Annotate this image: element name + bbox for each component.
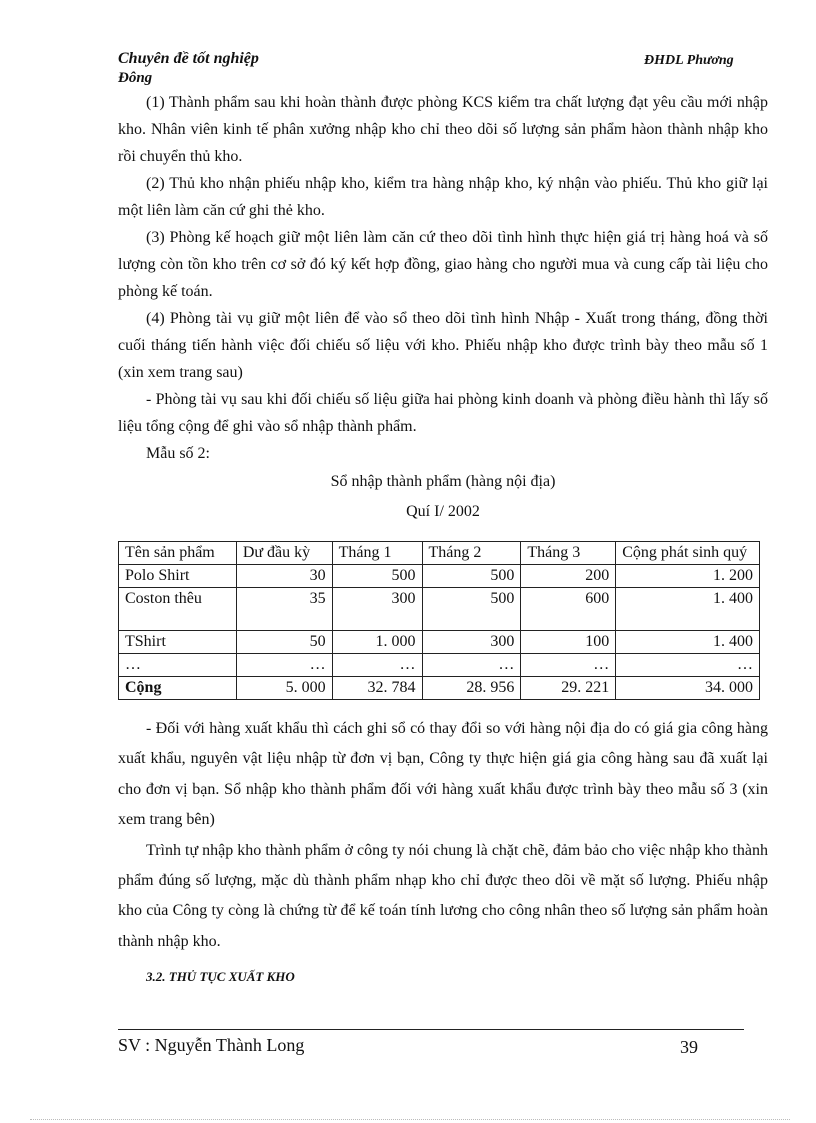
table-row — [119, 654, 760, 677]
table-header-row — [119, 542, 760, 565]
column-header: Tháng 1 — [332, 542, 422, 565]
total-cell: 32. 784 — [332, 677, 422, 700]
column-header: Tháng 2 — [422, 542, 521, 565]
paragraph: (2) Thủ kho nhận phiếu nhập kho, kiểm tra hàng nhập kho, ký nhận vào phiếu. Thủ kho giữ lại một liên làm căn cứ ghi thẻ kho. — [118, 175, 768, 219]
table-cell: 500 — [422, 565, 521, 588]
section-heading: 3.2. THỦ TỤC XUẤT KHO — [146, 969, 295, 985]
page-body — [118, 89, 768, 990]
after-table-text — [118, 714, 768, 957]
table-cell: 30 — [236, 565, 332, 588]
table-cell: … — [236, 654, 332, 677]
ledger-subtitle: Quí I/ 2002 — [406, 503, 480, 520]
table-row — [119, 588, 760, 631]
table-cell: 1. 400 — [616, 588, 760, 631]
paragraph: (4) Phòng tài vụ giữ một liên để vào sổ theo dõi tình hình Nhập - Xuất trong tháng, đồng thời cuối tháng tiến hành việc đối chiếu số liệu với kho. Phiếu nhập kho được trình bày theo mẫu số 1 (xin xem trang sau) — [118, 310, 768, 381]
table-cell: 50 — [236, 631, 332, 654]
total-label: Cộng — [119, 677, 237, 700]
total-cell: 34. 000 — [616, 677, 760, 700]
table-cell: 200 — [521, 565, 616, 588]
table-cell: TShirt — [119, 631, 237, 654]
sample-label: Mẫu số 2: — [146, 445, 210, 462]
table-cell: … — [616, 654, 760, 677]
table-cell: 500 — [332, 565, 422, 588]
page-number: 39 — [680, 1037, 698, 1057]
table-cell: 600 — [521, 588, 616, 631]
table-cell: … — [521, 654, 616, 677]
paragraph: (1) Thành phẩm sau khi hoàn thành được phòng KCS kiểm tra chất lượng đạt yêu cầu mới nhập kho. Nhân viên kinh tế phân xưởng nhập kho chỉ theo dõi số lượng sản phẩm hàon thành nhập kho rồi chuyển thủ kho. — [118, 94, 768, 165]
total-cell: 29. 221 — [521, 677, 616, 700]
table-cell: 300 — [422, 631, 521, 654]
document-header — [118, 50, 259, 87]
table-total-row — [119, 677, 760, 700]
header-title: Chuyên đề tốt nghiệp — [118, 50, 259, 67]
table-cell: Polo Shirt — [119, 565, 237, 588]
paragraph: Trình tự nhập kho thành phẩm ở công ty nói chung là chặt chẽ, đảm bảo cho việc nhập kho thành phẩm đúng số lượng, mặc dù thành phẩm nhạp kho chỉ được theo dõi về mặt số lượng. Phiếu nhập kho của Công ty còng là chứng từ để kế toán tính lương cho công nhân theo số lượng sản phẩm hoàn thành nhập kho. — [118, 841, 768, 950]
paragraph: (3) Phòng kế hoạch giữ một liên làm căn cứ theo dõi tình hình thực hiện giá trị hàng hoá và số lượng còn tồn kho trên cơ sở đó ký kết hợp đồng, giao hàng cho người mua và cung cấp tài liệu cho phòng kế toán. — [118, 229, 768, 300]
column-header: Tên sản phẩm — [119, 542, 237, 565]
table-cell: … — [332, 654, 422, 677]
table-cell: 1. 200 — [616, 565, 760, 588]
table-cell: Coston thêu — [119, 588, 237, 631]
total-cell: 5. 000 — [236, 677, 332, 700]
table-cell: 1. 400 — [616, 631, 760, 654]
column-header: Tháng 3 — [521, 542, 616, 565]
header-title-continued: Đông — [118, 70, 153, 86]
ledger-title: Sổ nhập thành phẩm (hàng nội địa) — [330, 473, 556, 490]
paragraph: - Đối với hàng xuất khẩu thì cách ghi sổ có thay đổi so với hàng nội địa do có giá gia công hàng xuất khẩu, nguyên vật liệu nhập từ đơn vị bạn, Công ty thực hiện giá gia công hàng sau đã xuất lại cho đơn vị bạn. Sổ nhập kho thành phẩm đối với hàng xuất khẩu được trình bày theo mẫu số 3 (xin xem trang bên) — [118, 720, 768, 829]
table-cell: … — [119, 654, 237, 677]
footer-student: SV : Nguyễn Thành Long — [118, 1035, 305, 1055]
ledger-table — [118, 541, 760, 700]
column-header: Dư đầu kỳ — [236, 542, 332, 565]
paragraph: - Phòng tài vụ sau khi đối chiếu số liệu giữa hai phòng kinh doanh và phòng điều hành thì lấy số liệu tổng cộng để ghi vào sổ nhập thành phẩm. — [118, 391, 768, 435]
table-cell: … — [422, 654, 521, 677]
footer-divider — [118, 1029, 744, 1030]
page-bottom-border — [30, 1119, 790, 1120]
table-cell: 500 — [422, 588, 521, 631]
table-cell: 100 — [521, 631, 616, 654]
header-school: ĐHDL Phương — [644, 53, 734, 68]
table-cell: 300 — [332, 588, 422, 631]
table-cell: 1. 000 — [332, 631, 422, 654]
total-cell: 28. 956 — [422, 677, 521, 700]
table-row — [119, 631, 760, 654]
table-row — [119, 565, 760, 588]
column-header: Cộng phát sinh quý — [616, 542, 760, 565]
table-cell: 35 — [236, 588, 332, 631]
